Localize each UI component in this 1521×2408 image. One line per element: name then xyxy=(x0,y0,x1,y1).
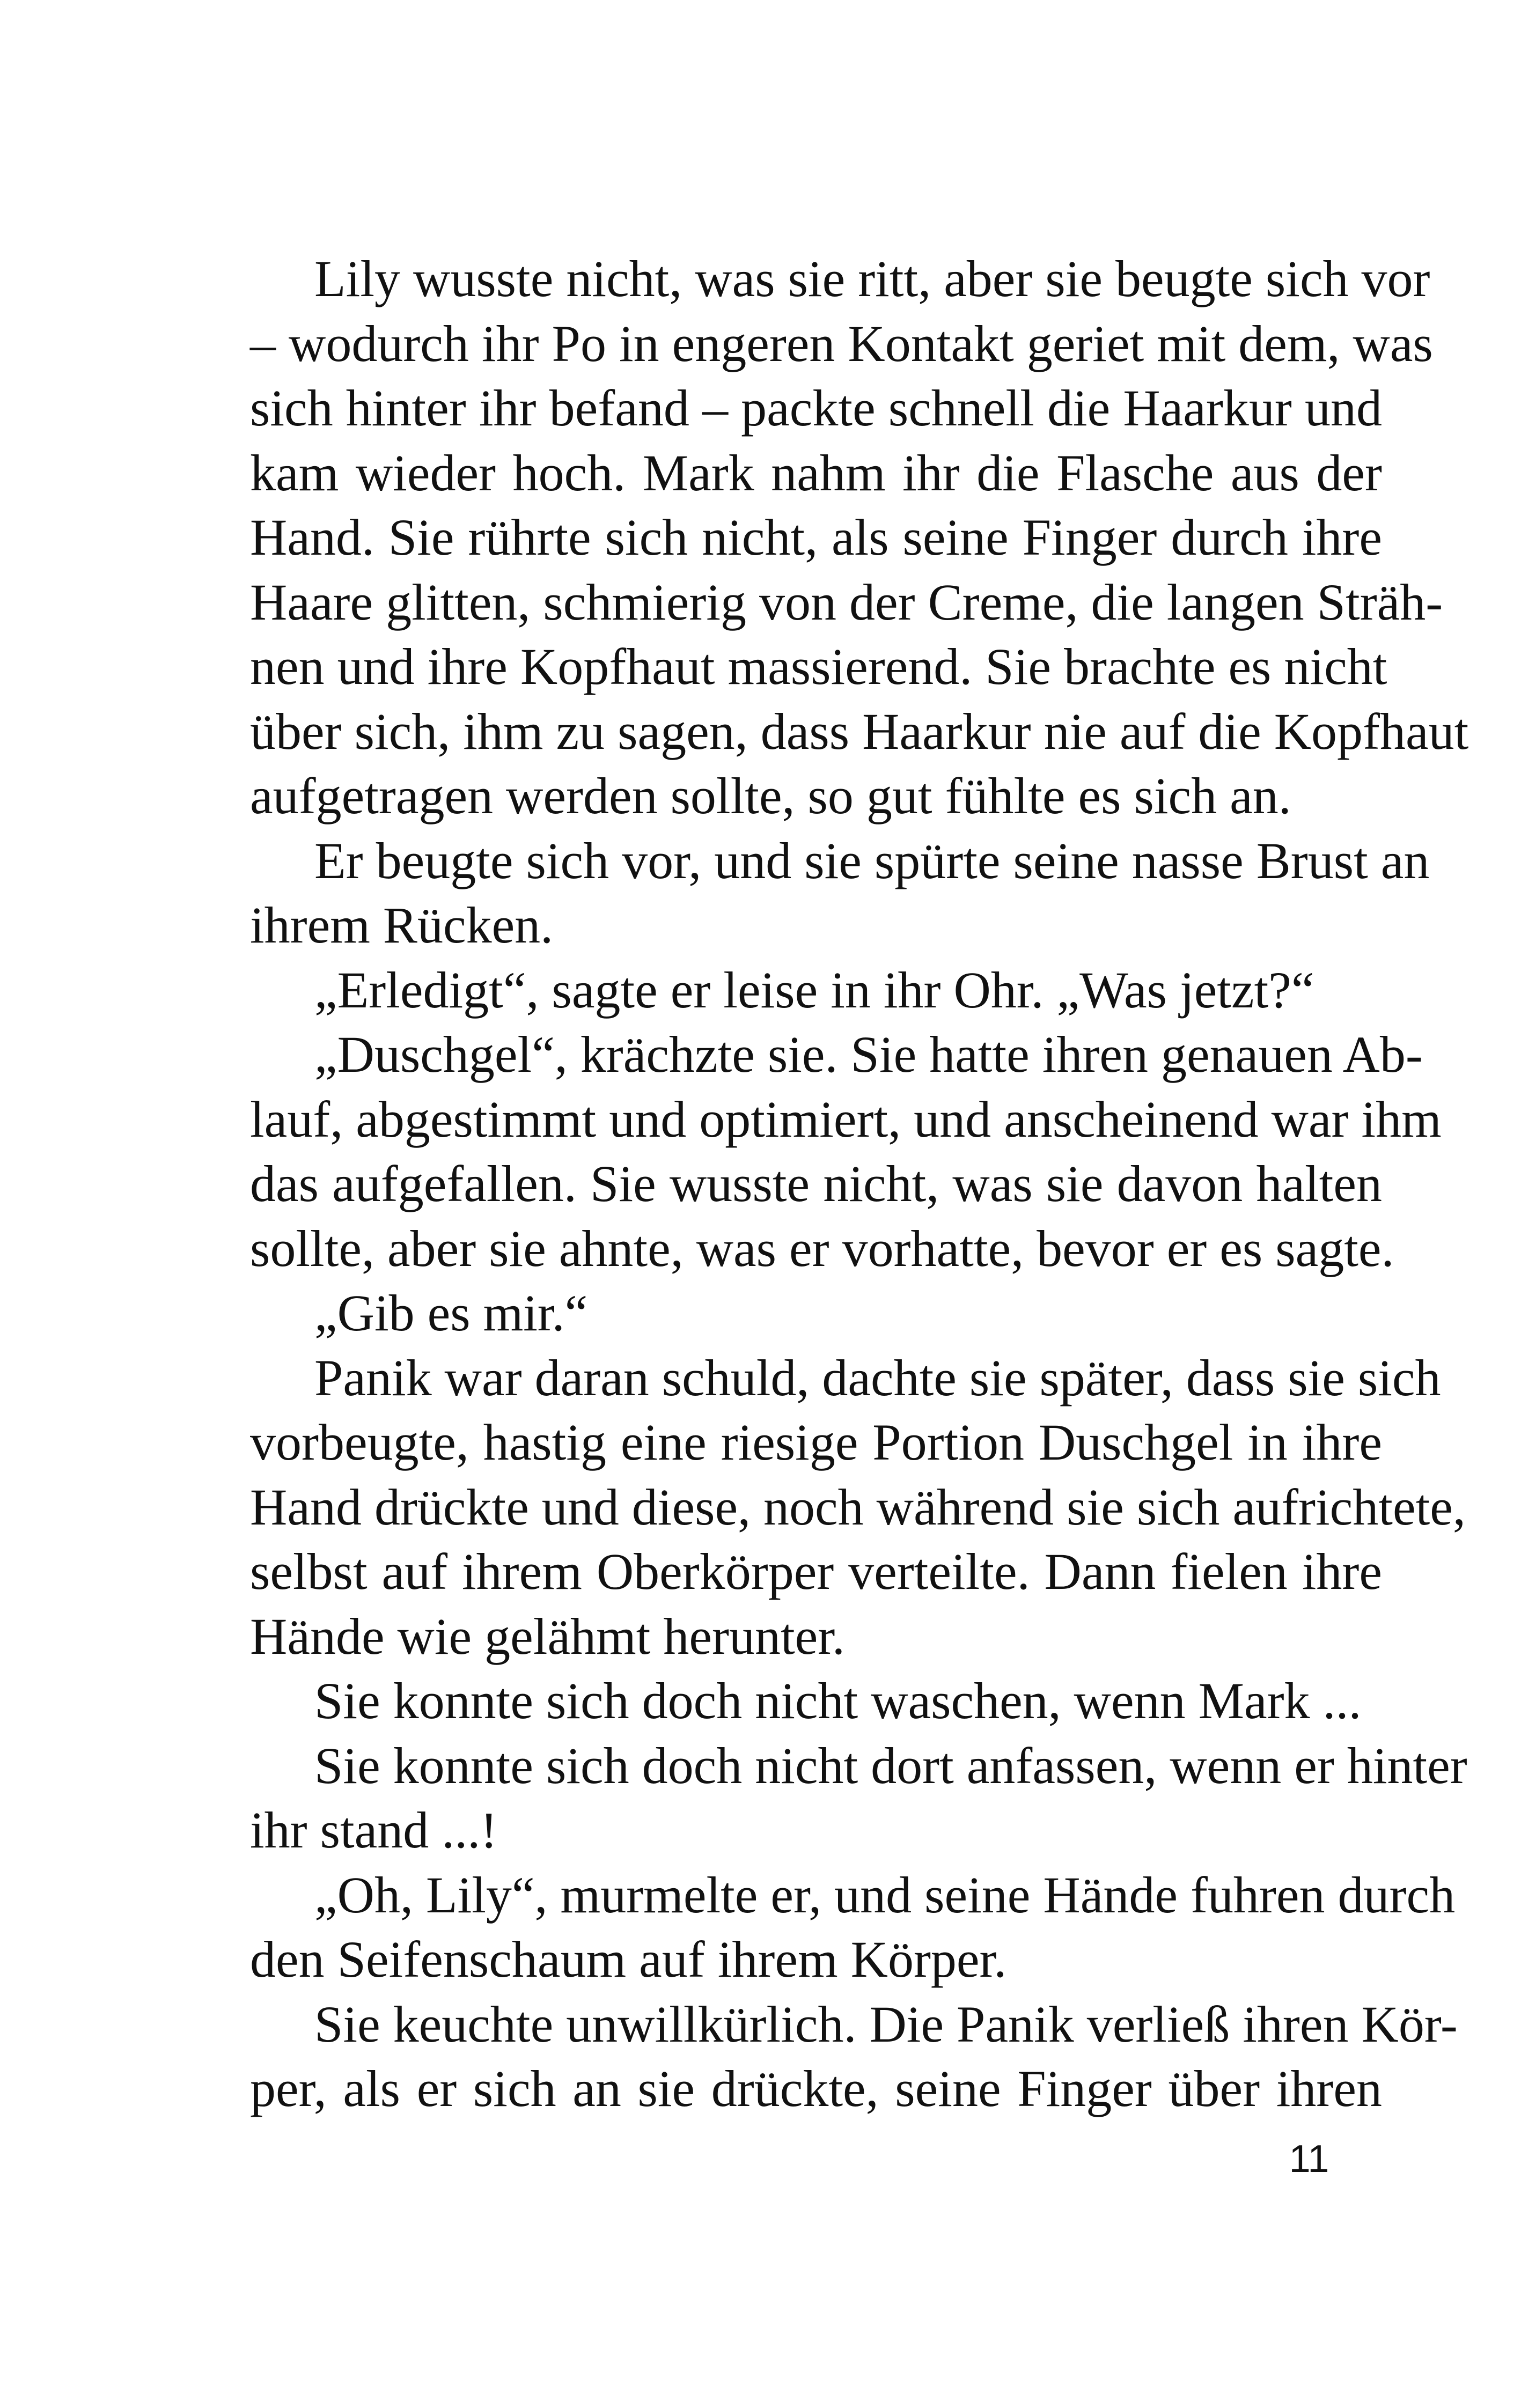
text-line: „Gib es mir.“ xyxy=(314,1284,588,1342)
text-line: Sie keuchte unwillkürlich. Die Panik verließ ihren Kör- xyxy=(314,1995,1458,2053)
text-line: Er beugte sich vor, und sie spürte seine nasse Brust an xyxy=(314,831,1430,889)
text-line: kam wieder hoch. Mark nahm ihr die Flasche aus der xyxy=(250,444,1382,502)
text-line: das aufgefallen. Sie wusste nicht, was sie davon halten xyxy=(250,1155,1382,1212)
text-line: – wodurch ihr Po in engeren Kontakt geriet mit dem, was xyxy=(250,314,1433,372)
body-text xyxy=(250,247,1469,2122)
text-line: Sie konnte sich doch nicht waschen, wenn Mark ... xyxy=(314,1672,1362,1729)
text-line: sollte, aber sie ahnte, was er vorhatte, bevor er es sagte. xyxy=(250,1219,1394,1277)
text-line: Hand drückte und diese, noch während sie sich aufrichtete, xyxy=(250,1478,1466,1536)
text-line: lauf, abgestimmt und optimiert, und anscheinend war ihm xyxy=(250,1090,1442,1148)
text-line: ihr stand ...! xyxy=(250,1801,498,1859)
text-line: Hand. Sie rührte sich nicht, als seine Finger durch ihre xyxy=(250,509,1382,566)
text-line: Sie konnte sich doch nicht dort anfassen, wenn er hinter xyxy=(314,1736,1467,1794)
text-line: ihrem Rücken. xyxy=(250,896,554,954)
text-line: „Erledigt“, sagte er leise in ihr Ohr. „Was jetzt?“ xyxy=(314,961,1314,1019)
text-line: über sich, ihm zu sagen, dass Haarkur nie auf die Kopfhaut xyxy=(250,702,1469,760)
text-line: Panik war daran schuld, dachte sie später, dass sie sich xyxy=(314,1349,1441,1406)
text-line: nen und ihre Kopfhaut massierend. Sie brachte es nicht xyxy=(250,638,1387,695)
text-line: selbst auf ihrem Oberkörper verteilte. Dann fielen ihre xyxy=(250,1543,1382,1600)
text-line: den Seifenschaum auf ihrem Körper. xyxy=(250,1931,1007,1988)
text-line: aufgetragen werden sollte, so gut fühlte es sich an. xyxy=(250,767,1291,824)
text-line: sich hinter ihr befand – packte schnell die Haarkur und xyxy=(250,379,1382,437)
text-line: „Duschgel“, krächzte sie. Sie hatte ihren genauen Ab- xyxy=(314,1026,1423,1083)
page-number: 11 xyxy=(1289,2138,1329,2181)
text-line: Hände wie gelähmt herunter. xyxy=(250,1607,845,1665)
text-line: Haare glitten, schmierig von der Creme, die langen Sträh- xyxy=(250,573,1443,631)
text-line: per, als er sich an sie drückte, seine Finger über ihren xyxy=(250,2060,1382,2117)
text-line: vorbeugte, hastig eine riesige Portion Duschgel in ihre xyxy=(250,1413,1382,1471)
text-line: Lily wusste nicht, was sie ritt, aber sie beugte sich vor xyxy=(314,250,1430,307)
text-line: „Oh, Lily“, murmelte er, und seine Hände fuhren durch xyxy=(314,1866,1456,1924)
